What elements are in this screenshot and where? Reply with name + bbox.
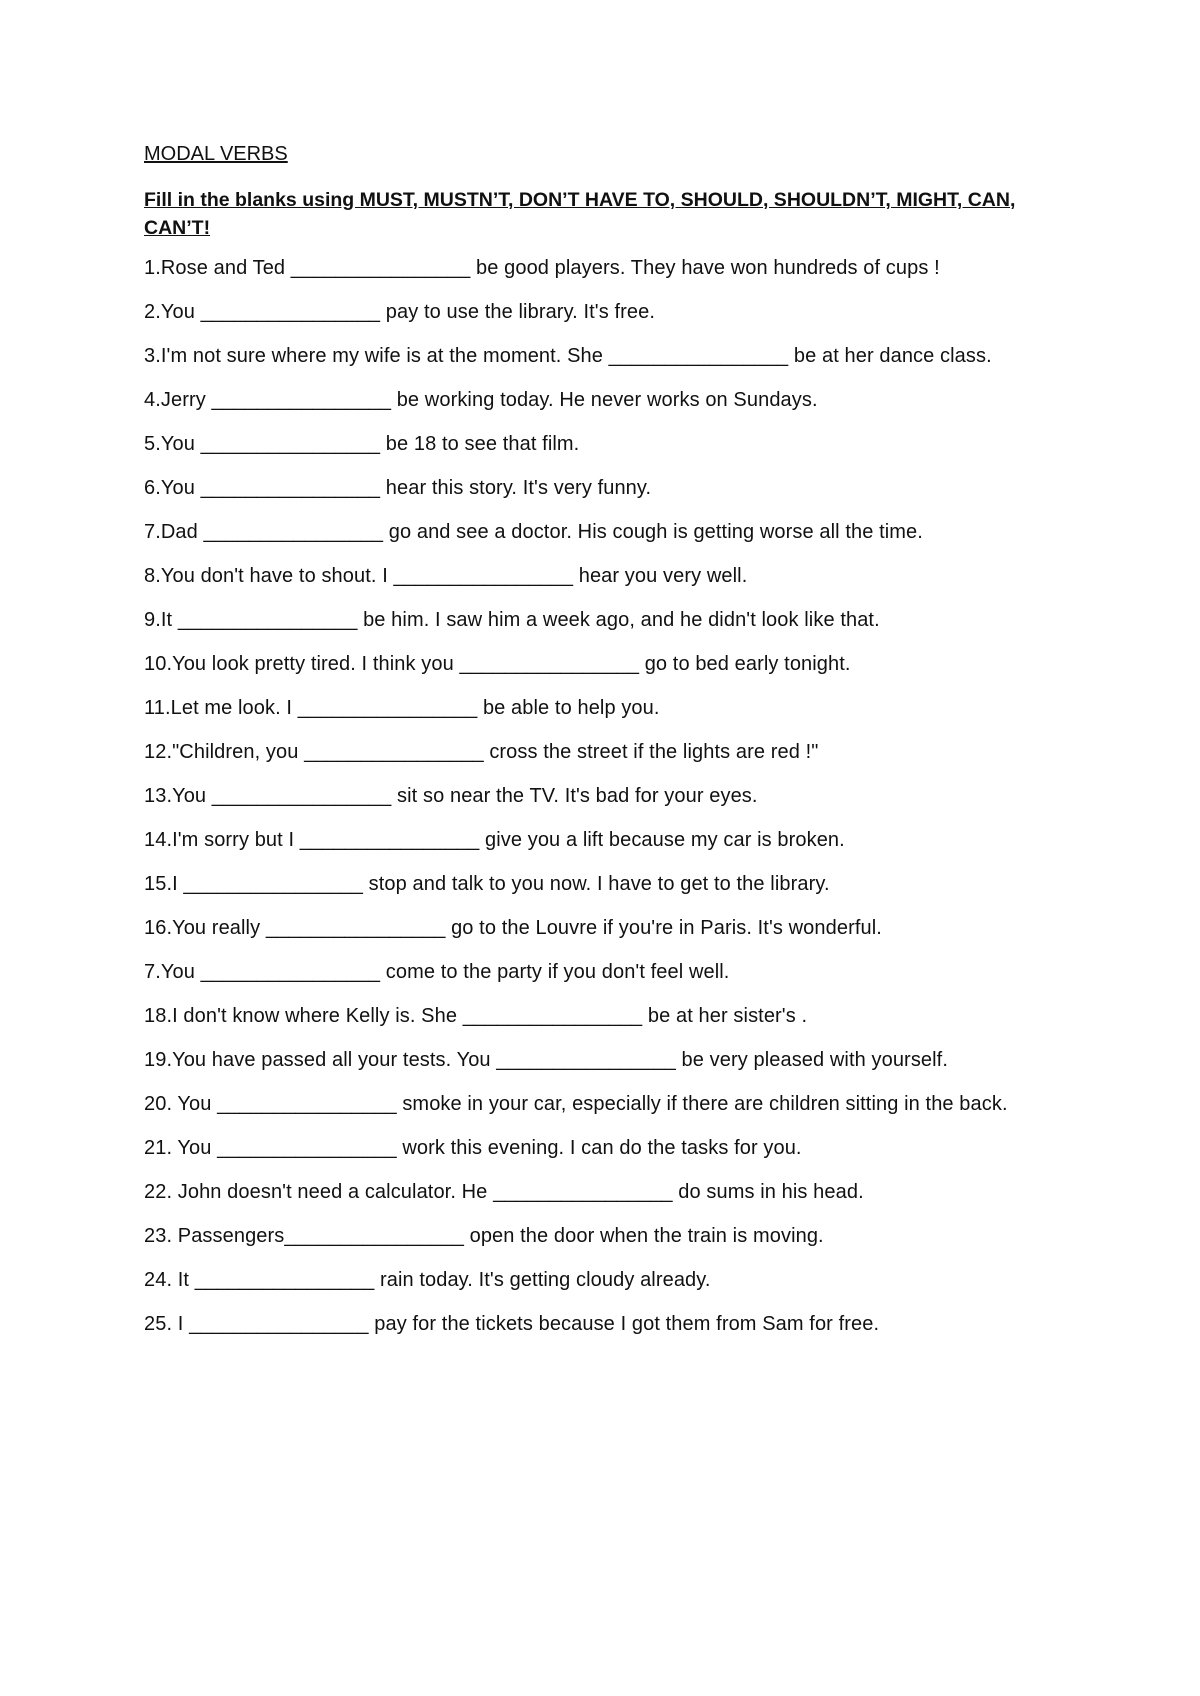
question-item: 6.You ________________ hear this story. It's very funny. bbox=[144, 477, 652, 499]
question-item: 12."Children, you ________________ cross the street if the lights are red !" bbox=[144, 741, 819, 763]
question-item: 7.You ________________ come to the party if you don't feel well. bbox=[144, 961, 730, 983]
question-item: 8.You don't have to shout. I ________________ hear you very well. bbox=[144, 565, 748, 587]
question-item: 18.I don't know where Kelly is. She ________________ be at her sister's . bbox=[144, 1005, 808, 1027]
question-item: 5.You ________________ be 18 to see that film. bbox=[144, 433, 580, 455]
question-item: 9.It ________________ be him. I saw him a week ago, and he didn't look like that. bbox=[144, 609, 880, 631]
question-item: 23. Passengers________________ open the door when the train is moving. bbox=[144, 1225, 824, 1247]
question-item: 16.You really ________________ go to the Louvre if you're in Paris. It's wonderful. bbox=[144, 917, 882, 939]
question-item: 19.You have passed all your tests. You ________________ be very pleased with yourself. bbox=[144, 1049, 948, 1071]
question-item: 10.You look pretty tired. I think you ________________ go to bed early tonight. bbox=[144, 653, 851, 675]
question-item: 15.I ________________ stop and talk to you now. I have to get to the library. bbox=[144, 873, 830, 895]
question-item: 3.I'm not sure where my wife is at the moment. She ________________ be at her dance class. bbox=[144, 345, 992, 367]
question-item: 1.Rose and Ted ________________ be good players. They have won hundreds of cups ! bbox=[144, 257, 940, 279]
question-item: 2.You ________________ pay to use the library. It's free. bbox=[144, 301, 656, 323]
question-item: 11.Let me look. I ________________ be able to help you. bbox=[144, 697, 660, 719]
question-item: 13.You ________________ sit so near the TV. It's bad for your eyes. bbox=[144, 785, 758, 807]
instructions: Fill in the blanks using MUST, MUSTN’T, DON’T HAVE TO, SHOULD, SHOULDN’T, MIGHT, CAN, CAN’T! bbox=[144, 189, 1016, 239]
question-item: 7.Dad ________________ go and see a doctor. His cough is getting worse all the time. bbox=[144, 521, 923, 543]
question-item: 21. You ________________ work this evening. I can do the tasks for you. bbox=[144, 1137, 802, 1159]
worksheet-page bbox=[144, 140, 1064, 1354]
question-item: 24. It ________________ rain today. It's getting cloudy already. bbox=[144, 1269, 711, 1291]
question-item: 25. I ________________ pay for the tickets because I got them from Sam for free. bbox=[144, 1313, 880, 1335]
page-title: MODAL VERBS bbox=[144, 143, 288, 165]
question-list bbox=[144, 254, 1064, 1338]
question-item: 20. You ________________ smoke in your car, especially if there are children sitting in the back. bbox=[144, 1093, 1008, 1115]
question-item: 14.I'm sorry but I ________________ give you a lift because my car is broken. bbox=[144, 829, 845, 851]
question-item: 22. John doesn't need a calculator. He ________________ do sums in his head. bbox=[144, 1181, 864, 1203]
question-item: 4.Jerry ________________ be working today. He never works on Sundays. bbox=[144, 389, 818, 411]
